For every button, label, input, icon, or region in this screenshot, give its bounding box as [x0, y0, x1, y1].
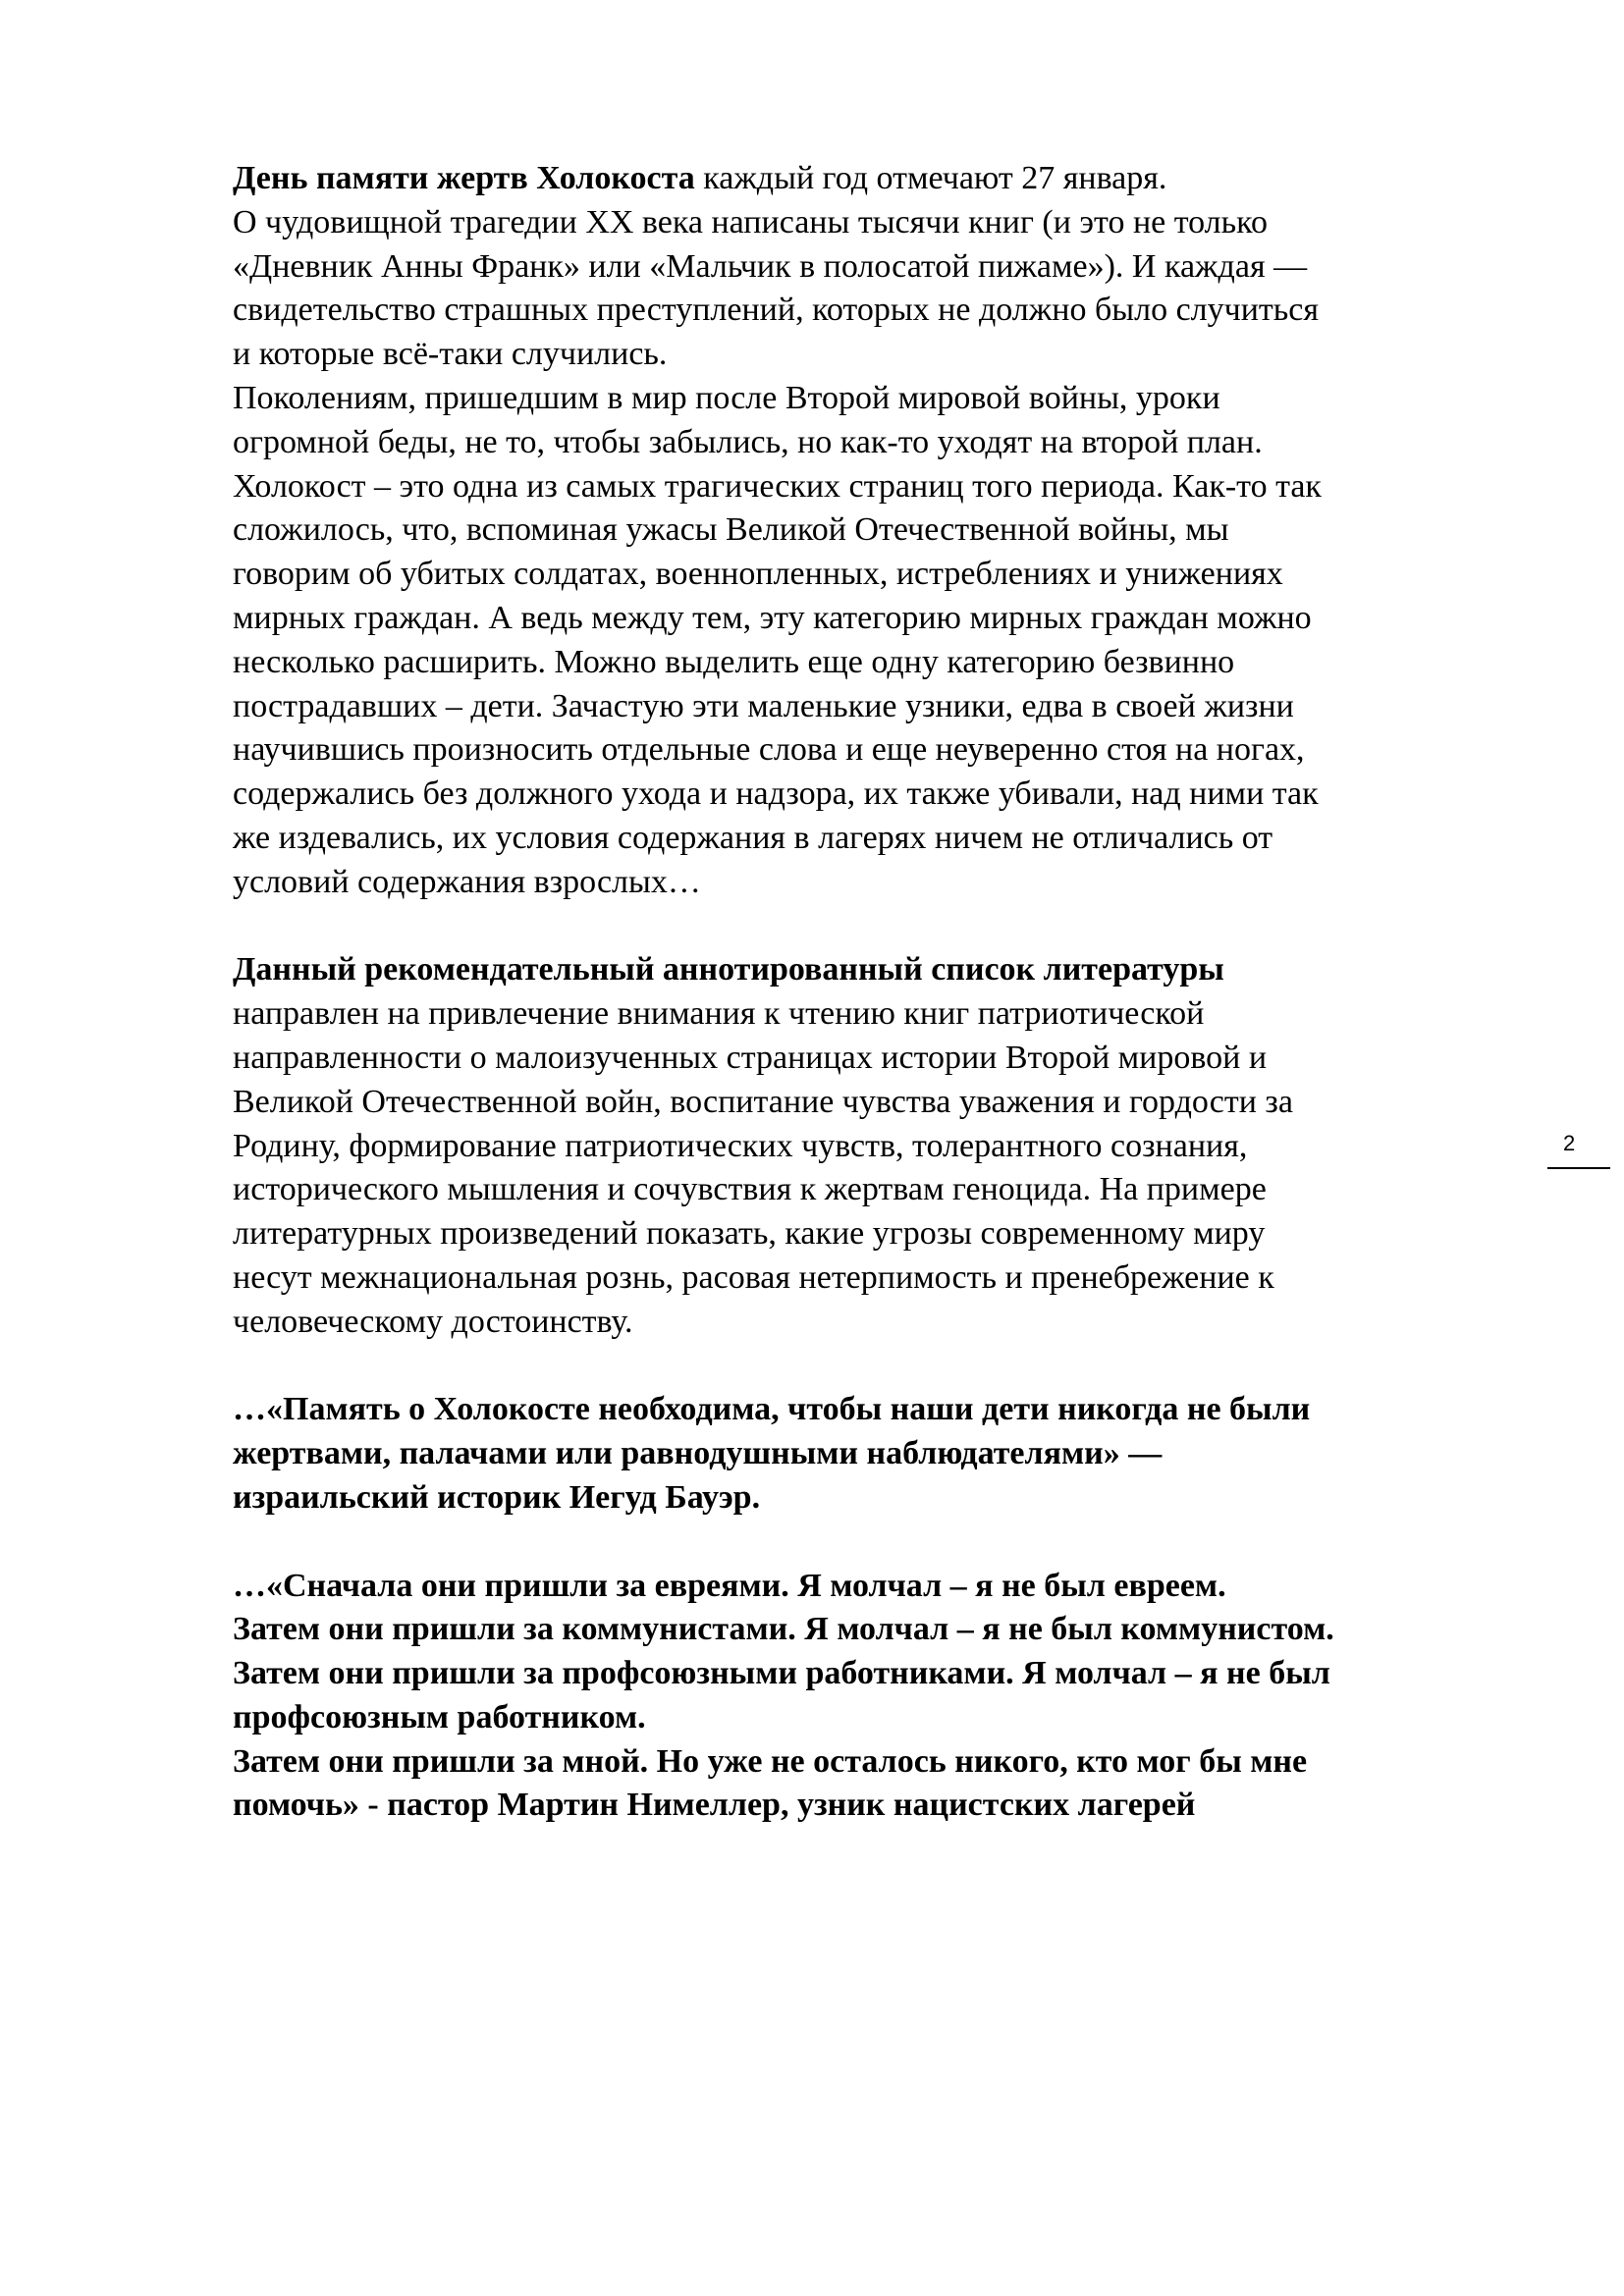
- intro-line: огромной беды, не то, чтобы забылись, но как-то уходят на второй план.: [233, 423, 1263, 460]
- purpose-line: Родину, формирование патриотических чувств, толерантного сознания,: [233, 1127, 1248, 1164]
- intro-lead-bold: День памяти жертв Холокоста: [233, 160, 695, 196]
- intro-line: несколько расширить. Можно выделить еще одну категорию безвинно: [233, 643, 1235, 680]
- intro-line: говорим об убитых солдатах, военнопленных, истреблениях и унижениях: [233, 556, 1283, 593]
- quote-line: …«Сначала они пришли за евреями. Я молчал – я не был евреем.: [233, 1567, 1226, 1604]
- intro-line: и которые всё-таки случились.: [233, 336, 668, 373]
- purpose-line: направленности о малоизученных страницах истории Второй мировой и: [233, 1039, 1268, 1076]
- paragraph-spacer: [233, 1345, 1539, 1389]
- purpose-line: Великой Отечественной войн, воспитание чувства уважения и гордости за: [233, 1083, 1293, 1120]
- quote-line: профсоюзным работником.: [233, 1698, 646, 1735]
- intro-line: пострадавших – дети. Зачастую эти маленькие узники, едва в своей жизни: [233, 687, 1294, 724]
- quote-line: …«Память о Холокосте необходима, чтобы наши дети никогда не были: [233, 1391, 1311, 1428]
- quote-attribution: израильский историк Иегуд Бауэр.: [233, 1478, 761, 1516]
- intro-line: сложилось, что, вспоминая ужасы Великой Отечественной войны, мы: [233, 511, 1229, 549]
- intro-line: условий содержания взрослых…: [233, 863, 701, 900]
- purpose-line: литературных произведений показать, какие угрозы современному миру: [233, 1215, 1266, 1253]
- page-number-underline: [1547, 1167, 1610, 1169]
- purpose-line: исторического мышления и сочувствия к жертвам геноцида. На примере: [233, 1171, 1267, 1208]
- intro-line: же издевались, их условия содержания в лагерях ничем не отличались от: [233, 819, 1273, 856]
- purpose-paragraph: [233, 948, 1539, 1344]
- quote-attribution: помочь» - пастор Мартин Нимеллер, узник нацистских лагерей: [233, 1787, 1196, 1824]
- quote-line: жертвами, палачами или равнодушными наблюдателями» —: [233, 1435, 1163, 1472]
- intro-first-line: [233, 157, 1539, 201]
- purpose-line: направлен на привлечение внимания к чтению книг патриотической: [233, 995, 1205, 1033]
- quote-line: Затем они пришли за профсоюзными работниками. Я молчал – я не был: [233, 1655, 1330, 1692]
- intro-paragraph: [233, 157, 1539, 905]
- purpose-line: человеческому достоинству.: [233, 1303, 633, 1340]
- intro-line: Холокост – это одна из самых трагических страниц того периода. Как-то так: [233, 467, 1322, 505]
- intro-line: О чудовищной трагедии XX века написаны тысячи книг (и это не только: [233, 203, 1268, 240]
- intro-line: научившись произносить отдельные слова и еще неуверенно стоя на ногах,: [233, 731, 1305, 769]
- quote-niemoller: [233, 1565, 1539, 1829]
- paragraph-spacer: [233, 905, 1539, 949]
- quote-line: Затем они пришли за коммунистами. Я молчал – я не был коммунистом.: [233, 1611, 1334, 1648]
- purpose-line: несут межнациональная рознь, расовая нетерпимость и пренебрежение к: [233, 1258, 1274, 1296]
- intro-line: содержались без должного ухода и надзора, их также убивали, над ними так: [233, 775, 1319, 813]
- document-body: [233, 157, 1539, 1828]
- page-number: 2: [1563, 1131, 1576, 1155]
- intro-line: Поколениям, пришедшим в мир после Второй мировой войны, уроки: [233, 379, 1220, 416]
- quote-line: Затем они пришли за мной. Но уже не осталось никого, кто мог бы мне: [233, 1742, 1308, 1780]
- intro-lead-rest: каждый год отмечают 27 января.: [694, 160, 1167, 196]
- intro-line: «Дневник Анны Франк» или «Мальчик в полосатой пижаме»). И каждая —: [233, 247, 1308, 285]
- quote-bauer: [233, 1388, 1539, 1520]
- intro-line: мирных граждан. А ведь между тем, эту категорию мирных граждан можно: [233, 599, 1312, 636]
- intro-line: свидетельство страшных преступлений, которых не должно было случиться: [233, 292, 1320, 329]
- purpose-heading: Данный рекомендательный аннотированный список литературы: [233, 951, 1224, 988]
- paragraph-spacer: [233, 1521, 1539, 1565]
